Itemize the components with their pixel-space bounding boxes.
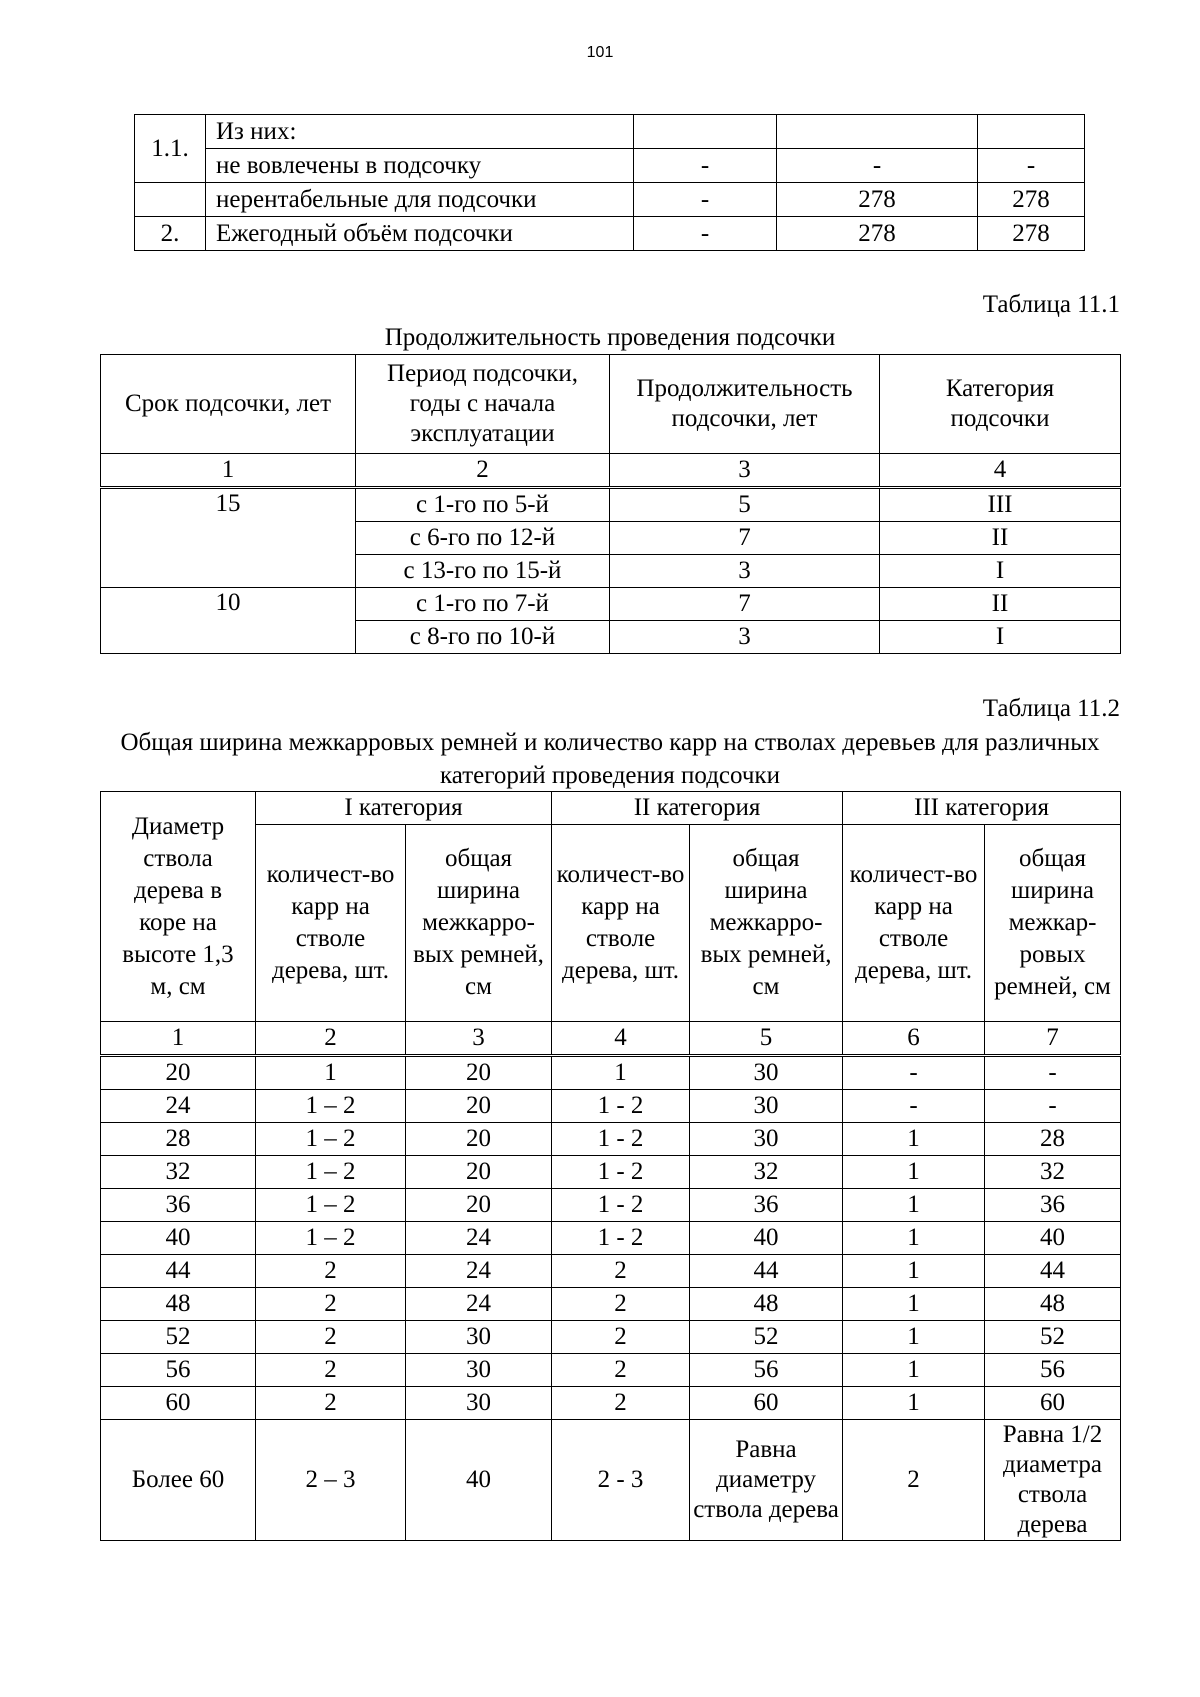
cell: - xyxy=(634,183,777,217)
cell: 1 xyxy=(843,1387,985,1420)
term-cell: 15 xyxy=(101,488,356,588)
column-number: 2 xyxy=(356,454,610,488)
cell: - xyxy=(843,1056,985,1090)
header-row xyxy=(101,355,1121,454)
table-label: Таблица 11.1 xyxy=(982,291,1120,318)
cell: 30 xyxy=(406,1354,552,1387)
table-row xyxy=(101,588,1121,621)
cell: 60 xyxy=(985,1387,1121,1420)
cell: - xyxy=(634,149,777,183)
continuation-table xyxy=(134,114,1085,251)
cell: III xyxy=(880,488,1121,522)
column-header: Период подсочки, годы с начала эксплуатации xyxy=(356,355,610,454)
cell: 48 xyxy=(985,1288,1121,1321)
diameter-cell: 24 xyxy=(101,1090,256,1123)
cell: с 6-го по 12-й xyxy=(356,522,610,555)
cell: 30 xyxy=(406,1387,552,1420)
column-number: 6 xyxy=(843,1022,985,1056)
cell: 24 xyxy=(406,1255,552,1288)
cell: 1 - 2 xyxy=(552,1123,690,1156)
cell: 30 xyxy=(406,1321,552,1354)
cell: 30 xyxy=(690,1056,843,1090)
column-number: 3 xyxy=(406,1022,552,1056)
cell: 1 - 2 xyxy=(552,1156,690,1189)
row-label: нерентабельные для подсочки xyxy=(206,183,634,217)
cell: 2 xyxy=(256,1288,406,1321)
column-number: 1 xyxy=(101,1022,256,1056)
cell: 1 xyxy=(843,1354,985,1387)
column-header: Продолжительность подсочки, лет xyxy=(610,355,880,454)
cell: 2 – 3 xyxy=(256,1420,406,1541)
cell: 20 xyxy=(406,1123,552,1156)
table-row xyxy=(135,115,1085,149)
category-header: I категория xyxy=(256,792,552,825)
column-number: 5 xyxy=(690,1022,843,1056)
table-row xyxy=(101,1354,1121,1387)
cell: 1 xyxy=(552,1056,690,1090)
cell: - xyxy=(978,149,1085,183)
cell: 2 xyxy=(256,1387,406,1420)
category-header-row xyxy=(101,792,1121,825)
term-cell: 10 xyxy=(101,588,356,654)
duration-table xyxy=(100,354,1121,654)
diameter-cell: 56 xyxy=(101,1354,256,1387)
category-header: III категория xyxy=(843,792,1121,825)
diameter-cell: 48 xyxy=(101,1288,256,1321)
cell: 44 xyxy=(985,1255,1121,1288)
diameter-cell: 60 xyxy=(101,1387,256,1420)
cell: 20 xyxy=(406,1189,552,1222)
cell: 1 xyxy=(256,1056,406,1090)
cell: 7 xyxy=(610,522,880,555)
cell: с 1-го по 5-й xyxy=(356,488,610,522)
cell: 1 xyxy=(843,1255,985,1288)
cell: 44 xyxy=(690,1255,843,1288)
cell: - xyxy=(985,1090,1121,1123)
cell: 278 xyxy=(978,217,1085,251)
cell xyxy=(978,115,1085,149)
row-number xyxy=(135,183,206,217)
subheader: общая ширина межкарро-вых ремней, см xyxy=(690,825,843,1022)
cell: 2 xyxy=(256,1354,406,1387)
diameter-cell: 32 xyxy=(101,1156,256,1189)
cell: 2 xyxy=(552,1354,690,1387)
cell: - xyxy=(634,217,777,251)
subheader: общая ширина межкарро-вых ремней, см xyxy=(406,825,552,1022)
table-label: Таблица 11.2 xyxy=(982,695,1120,722)
cell: с 8-го по 10-й xyxy=(356,621,610,654)
diameter-cell: 28 xyxy=(101,1123,256,1156)
cell: 1 – 2 xyxy=(256,1156,406,1189)
table-row xyxy=(101,1056,1121,1090)
cell: 40 xyxy=(690,1222,843,1255)
table-row xyxy=(101,1222,1121,1255)
table-title: Продолжительность проведения подсочки xyxy=(384,324,836,351)
cell: 3 xyxy=(610,621,880,654)
diameter-cell: 36 xyxy=(101,1189,256,1222)
column-number: 4 xyxy=(880,454,1121,488)
table-row xyxy=(101,1255,1121,1288)
page-number: 101 xyxy=(586,44,614,61)
table-row xyxy=(101,1156,1121,1189)
cell: 7 xyxy=(610,588,880,621)
table-title: Общая ширина межкарровых ремней и количество карр на стволах деревьев для различных категорий проведения подсочки xyxy=(120,729,1100,789)
cell: 52 xyxy=(985,1321,1121,1354)
cell: 36 xyxy=(985,1189,1121,1222)
cell: 1 - 2 xyxy=(552,1090,690,1123)
cell: 1 - 2 xyxy=(552,1189,690,1222)
column-header: Категория подсочки xyxy=(880,355,1121,454)
cell: 60 xyxy=(690,1387,843,1420)
cell: - xyxy=(985,1056,1121,1090)
subheader: количест-во карр на стволе дерева, шт. xyxy=(256,825,406,1022)
diameter-cell: 44 xyxy=(101,1255,256,1288)
column-number: 3 xyxy=(610,454,880,488)
cell: Равна диаметру ствола дерева xyxy=(690,1420,843,1541)
cell: 36 xyxy=(690,1189,843,1222)
cell: 2 xyxy=(552,1288,690,1321)
cell: 20 xyxy=(406,1090,552,1123)
diameter-cell: Более 60 xyxy=(101,1420,256,1541)
diameter-cell: 52 xyxy=(101,1321,256,1354)
row-number: 1.1. xyxy=(135,115,206,183)
cell: II xyxy=(880,588,1121,621)
cell: 1 xyxy=(843,1123,985,1156)
cell: 3 xyxy=(610,555,880,588)
cell: 1 xyxy=(843,1156,985,1189)
belt-width-table xyxy=(100,791,1121,1541)
diameter-cell: 20 xyxy=(101,1056,256,1090)
cell: с 1-го по 7-й xyxy=(356,588,610,621)
cell: 278 xyxy=(978,183,1085,217)
cell: 24 xyxy=(406,1222,552,1255)
row-number: 2. xyxy=(135,217,206,251)
cell: 1 xyxy=(843,1321,985,1354)
subheader: общая ширина межкар-ровых ремней, см xyxy=(985,825,1121,1022)
table-row xyxy=(101,1189,1121,1222)
cell: 2 xyxy=(552,1387,690,1420)
table-row xyxy=(101,1123,1121,1156)
cell: 278 xyxy=(777,217,978,251)
row-label: не вовлечены в подсочку xyxy=(206,149,634,183)
cell: 2 - 3 xyxy=(552,1420,690,1541)
cell: Равна 1/2 диаметра ствола дерева xyxy=(985,1420,1121,1541)
cell: 2 xyxy=(843,1420,985,1541)
cell: 30 xyxy=(690,1123,843,1156)
category-header: II категория xyxy=(552,792,843,825)
cell: 1 - 2 xyxy=(552,1222,690,1255)
cell: 2 xyxy=(256,1255,406,1288)
cell: 40 xyxy=(985,1222,1121,1255)
table-row xyxy=(101,1420,1121,1541)
cell: - xyxy=(777,149,978,183)
cell: 1 xyxy=(843,1222,985,1255)
column-number-row xyxy=(101,1022,1121,1056)
cell xyxy=(634,115,777,149)
cell: 24 xyxy=(406,1288,552,1321)
cell: 48 xyxy=(690,1288,843,1321)
cell: 30 xyxy=(690,1090,843,1123)
column-number: 7 xyxy=(985,1022,1121,1056)
cell: 32 xyxy=(690,1156,843,1189)
cell xyxy=(777,115,978,149)
cell: - xyxy=(843,1090,985,1123)
cell: I xyxy=(880,555,1121,588)
cell: 40 xyxy=(406,1420,552,1541)
row-label: Из них: xyxy=(206,115,634,149)
cell: 1 xyxy=(843,1189,985,1222)
column-number-row xyxy=(101,454,1121,488)
table-row xyxy=(135,217,1085,251)
table-body xyxy=(101,1056,1121,1541)
cell: 56 xyxy=(985,1354,1121,1387)
cell: 32 xyxy=(985,1156,1121,1189)
cell: с 13-го по 15-й xyxy=(356,555,610,588)
diameter-cell: 40 xyxy=(101,1222,256,1255)
cell: 1 – 2 xyxy=(256,1189,406,1222)
cell: 2 xyxy=(256,1321,406,1354)
cell: 20 xyxy=(406,1156,552,1189)
cell: 1 – 2 xyxy=(256,1222,406,1255)
cell: 20 xyxy=(406,1056,552,1090)
cell: 52 xyxy=(690,1321,843,1354)
cell: 56 xyxy=(690,1354,843,1387)
cell: 2 xyxy=(552,1321,690,1354)
table-row xyxy=(135,183,1085,217)
column-number: 1 xyxy=(101,454,356,488)
cell: 278 xyxy=(777,183,978,217)
table-row xyxy=(135,149,1085,183)
cell: 2 xyxy=(552,1255,690,1288)
row-label: Ежегодный объём подсочки xyxy=(206,217,634,251)
table-row xyxy=(101,1090,1121,1123)
cell: 1 – 2 xyxy=(256,1090,406,1123)
column-number: 4 xyxy=(552,1022,690,1056)
table-row xyxy=(101,1321,1121,1354)
column-header: Срок подсочки, лет xyxy=(101,355,356,454)
cell: 1 – 2 xyxy=(256,1123,406,1156)
table-row xyxy=(101,1387,1121,1420)
table-row xyxy=(101,1288,1121,1321)
table-row xyxy=(101,488,1121,522)
cell: I xyxy=(880,621,1121,654)
cell: 1 xyxy=(843,1288,985,1321)
subheader: количест-во карр на стволе дерева, шт. xyxy=(552,825,690,1022)
diameter-header: Диаметр ствола дерева в коре на высоте 1,3 м, см xyxy=(101,792,256,1022)
subheader: количест-во карр на стволе дерева, шт. xyxy=(843,825,985,1022)
cell: 28 xyxy=(985,1123,1121,1156)
cell: 5 xyxy=(610,488,880,522)
cell: II xyxy=(880,522,1121,555)
column-number: 2 xyxy=(256,1022,406,1056)
